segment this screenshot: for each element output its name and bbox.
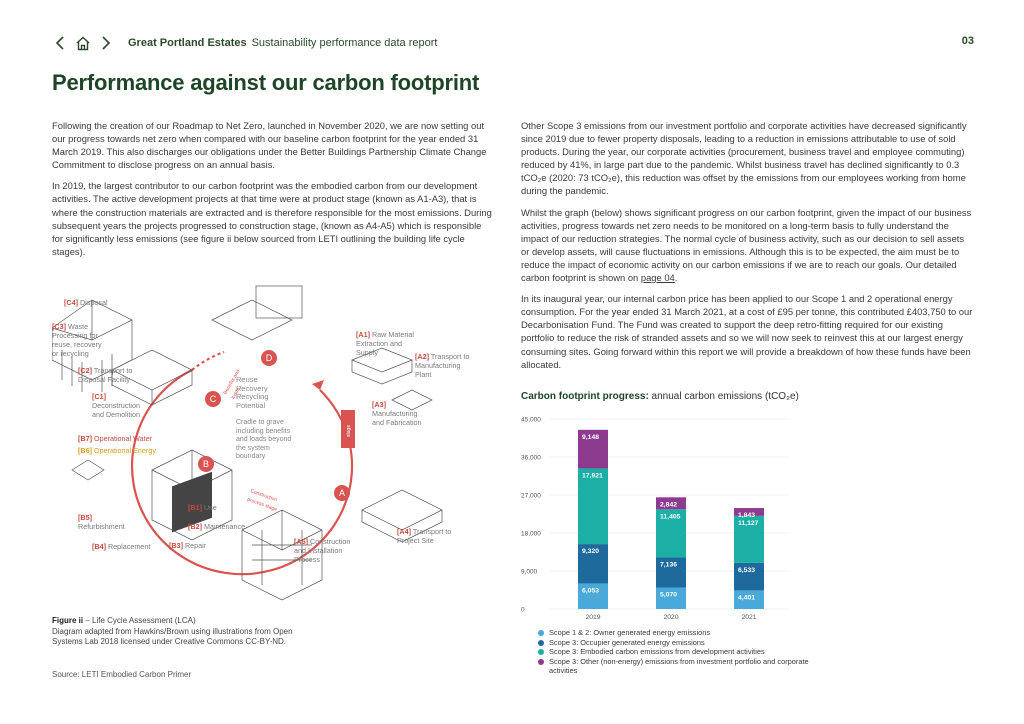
- label-b3: [B3] Repair: [169, 541, 207, 550]
- label-a4: [A4] Transport to Project Site: [397, 527, 452, 545]
- y-tick-label: 36,000: [521, 454, 541, 462]
- legend-item: [538, 638, 838, 648]
- bar-data-label: 6,053: [582, 587, 600, 595]
- paragraph: [521, 206, 973, 285]
- bar-data-label: 4,401: [738, 594, 756, 602]
- paragraph: Other Scope 3 emissions from our investment portfolio and corporate activities have decreased significantly since 2019 due to fewer property disposals, leading to a reduction in emissions attributable to use of sold products. During the year, our corporate activities (procurement, business travel and employee commuting) reduced by 41%, in large part due to the pandemic. Whilst business travel has declined significantly to 0.3 tCO₂e (2020: 73 tCO₂e), this reduction was offset by the emissions from our employees working from home during the pandemic.: [521, 120, 967, 197]
- legend-swatch: [538, 649, 544, 655]
- label-c3: [C3] Waste Processing for reuse, recovery or recycling: [52, 322, 102, 358]
- paragraph-text: Whilst the graph (below) shows significant progress on our carbon footprint, given the impact of our business activities, progress towards net zero needs to be monitored on a long-term basis to fully understand the impact of our reduction strategies. The normal cycle of business activity, such as our decision to sell assets or develop assets, will cause fluctuations in emissions. Although this is to be expected, the aim must be to reduce the impact of economic activity on our carbon emissions if we are to reach our goals. Our detailed carbon footprint is shown on: [521, 206, 972, 284]
- cradle-to-grave-text: Cradle to grave including benefits and loads beyond the system boundary: [236, 419, 292, 460]
- bar-data-label: 9,148: [582, 433, 600, 441]
- stage-c-marker: C: [205, 391, 221, 407]
- y-tick-label: 18,000: [521, 530, 541, 538]
- chart-title: Carbon footprint progress: annual carbon emissions (tCO₂e): [521, 391, 799, 402]
- label-b1: [B1] Use: [188, 503, 217, 512]
- home-icon[interactable]: [74, 34, 92, 52]
- page-number: 03: [961, 35, 974, 47]
- bar-segment: [578, 468, 608, 544]
- y-tick-label: 0: [521, 606, 525, 614]
- reuse-text: Reuse Recovery Recycling Potential: [236, 375, 269, 410]
- caption-body: Diagram adapted from Hawkins/Brown using illustrations from Open Systems Lab 2018 licensed under Creative Commons CC-BY-ND.: [52, 626, 293, 646]
- construction-stage-text: Construction process stage: [246, 488, 278, 513]
- x-tick-label: 2019: [585, 614, 601, 621]
- paragraph: In 2019, the largest contributor to our carbon footprint was the embodied carbon from our development activities. The active development projects at that time were at product stage (known as A1-A3), that is where the construction materials are extracted and is therefore responsible for the most emissions. During subsequent years the projects progressed to construction stage, (known as A4-A5) which is responsible for significantly less emissions (see figure ii below sourced from LETI outlining the building life cycle stages).: [52, 180, 492, 257]
- label-a1: [A1] Raw Material Extraction and Supply: [356, 330, 414, 357]
- header-bar: [52, 33, 974, 53]
- figure-source: Source: LETI Embodied Carbon Primer: [52, 670, 192, 679]
- label-c4: [C4] Disposal: [64, 298, 108, 307]
- label-b4: [B4] Replacement: [92, 542, 151, 551]
- legend-item: [538, 657, 838, 676]
- page-04-link[interactable]: page 04: [640, 272, 675, 284]
- legend-swatch: [538, 630, 544, 636]
- legend-label: Scope 3: Occupier generated energy emissions: [549, 637, 705, 647]
- bar-data-label: 11,127: [738, 519, 759, 527]
- carbon-footprint-chart: [521, 410, 791, 625]
- bar-data-label: 9,320: [582, 548, 600, 556]
- label-b2: [B2] Maintenance: [188, 522, 246, 531]
- label-b6: [B6] Operational Energy: [78, 446, 156, 455]
- paragraph-end: .: [674, 272, 678, 284]
- bar-data-label: 11,405: [660, 513, 681, 521]
- y-tick-label: 27,000: [521, 492, 541, 500]
- label-a3: [A3] Manufacturing and Fabrication: [372, 400, 422, 427]
- chart-legend: [538, 628, 838, 676]
- stage-d-marker: D: [261, 350, 277, 366]
- report-subtitle: Sustainability performance data report: [251, 37, 438, 49]
- bar-data-label: 6,533: [738, 566, 756, 574]
- left-text-column: [52, 119, 492, 266]
- label-b7: [B7] Operational Water: [78, 434, 153, 443]
- chevron-right-icon[interactable]: [98, 34, 114, 52]
- x-tick-label: 2021: [741, 614, 757, 621]
- product-stage-text: Product stage: [337, 419, 352, 438]
- lca-diagram: [52, 280, 472, 610]
- legend-swatch: [538, 640, 544, 646]
- chevron-left-icon[interactable]: [52, 34, 68, 52]
- legend-swatch: [538, 659, 544, 665]
- legend-label: Scope 1 & 2: Owner generated energy emissions: [549, 628, 711, 637]
- bar-data-label: 7,136: [660, 561, 678, 569]
- arc-arrowhead: [312, 380, 324, 390]
- bar-data-label: 5,070: [660, 591, 678, 599]
- label-b5: [B5] Refurbishment: [78, 513, 125, 531]
- bar-data-label: 1,843: [738, 512, 756, 520]
- legend-label: Scope 3: Embodied carbon emissions from development activities: [549, 647, 765, 656]
- label-a2: [A2] Transport to Manufacturing Plant: [415, 352, 470, 379]
- bar-data-label: 17,921: [582, 472, 603, 480]
- figure-caption: [52, 616, 302, 648]
- label-c2: [C2] Transport to Disposal Facility: [78, 366, 133, 384]
- label-c1: [C1] Deconstruction and Demolition: [92, 392, 140, 419]
- legend-item: [538, 628, 838, 638]
- paragraph: Following the creation of our Roadmap to Net Zero, launched in November 2020, we are now setting out our progress towards net zero when compared with our baseline carbon footprint for the year ended 31 March 2019. This also discharges our obligations under the Better Buildings Partnership Climate Change Commitment to disclose progress on an annual basis.: [52, 120, 487, 171]
- label-a5: [A5] Construction and Installation Process: [294, 537, 351, 564]
- y-tick-label: 9,000: [521, 568, 538, 576]
- paragraph: In its inaugural year, our internal carbon price has been applied to our Scope 1 and 2 operational energy consumption. For the year ended 31 March 2021, at a cost of £95 per tonne, this contributed £403,750 to our Decarbonisation Fund. The Fund was created to support the deep retro-fitting required for our existing portfolio to reduce the risk of stranded assets and so we will now seek to reinvest this at our largest energy consuming sites. Going forward within this report we will provide a breakdown of how these funds have been allocated.: [521, 293, 973, 370]
- benefits-loads-text: Benefits and loads: [222, 368, 242, 401]
- right-text-column: [521, 119, 973, 379]
- caption-title: Figure ii – Life Cycle Assessment (LCA): [52, 616, 196, 625]
- stage-b-marker: B: [198, 456, 214, 472]
- y-tick-label: 45,000: [521, 416, 541, 424]
- stage-a-marker: A: [334, 485, 350, 501]
- page-title: Performance against our carbon footprint: [52, 70, 480, 95]
- lifecycle-arc-dashed: [192, 352, 224, 370]
- legend-label: Scope 3: Other (non-energy) emissions from investment portfolio and corporate activities: [549, 656, 809, 675]
- legend-item: [538, 647, 838, 657]
- x-tick-label: 2020: [663, 614, 679, 621]
- bar-data-label: 2,842: [660, 501, 678, 509]
- brand-name: Great Portland Estates: [128, 37, 247, 49]
